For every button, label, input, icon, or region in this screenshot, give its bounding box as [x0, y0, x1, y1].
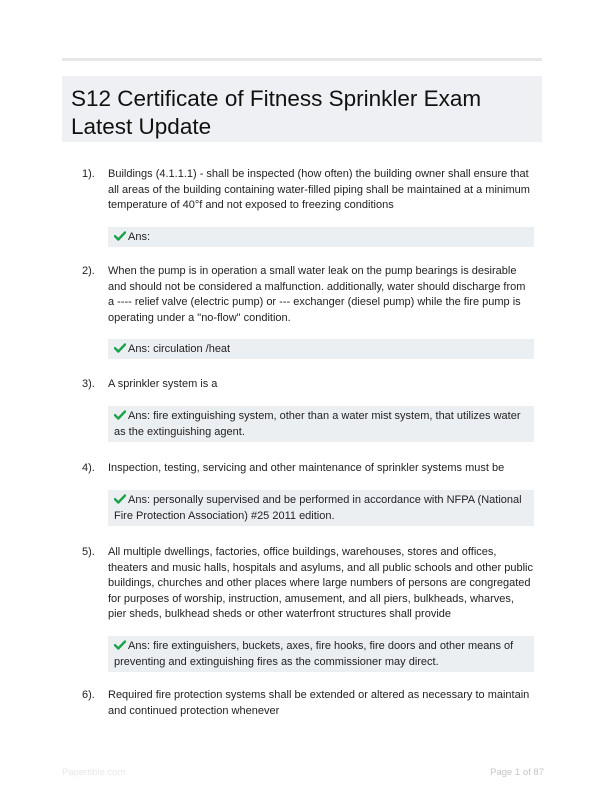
answer-box: [108, 227, 534, 247]
question-text: Required fire protection systems shall be extended or altered as necessary to maintain and continued protection whenever: [108, 689, 530, 717]
question-text: A sprinkler system is a: [108, 378, 218, 390]
answer-text: Ans:: [128, 230, 151, 243]
question-number: 3).: [82, 378, 95, 390]
answer-text: Ans: circulation /heat: [128, 343, 231, 355]
question-number: 6).: [82, 689, 95, 701]
checkmark-icon: [114, 410, 126, 420]
question-item: [82, 264, 534, 359]
checkmark-icon: [114, 231, 126, 241]
question-text: All multiple dwellings, factories, office buildings, warehouses, stores and offices, theaters and music halls, hospitals and asylums, and all public schools and other public buildings, churches and other places where large numbers of persons are congregated for purposes of worship, instruction, amusement, and all piers, bulkheads, wharves, pier sheds, bulkhead sheds or other waterfront structures shall provide: [108, 546, 533, 620]
answer-box: [108, 490, 534, 526]
answer-text: Ans: personally supervised and be performed in accordance with NFPA (National Fire Protection Association) #25 2011 edition.: [114, 493, 522, 522]
checkmark-icon: [114, 640, 126, 650]
question-item: [82, 545, 534, 672]
answer-text: Ans: fire extinguishing system, other than a water mist system, that utilizes water as the extinguishing agent.: [114, 409, 521, 438]
question-number: 2).: [82, 265, 95, 277]
question-number: 1).: [82, 168, 95, 180]
answer-box: [108, 339, 534, 359]
question-text: When the pump is in operation a small water leak on the pump bearings is desirable and should not be considered a malfunction. additionally, water should discharge from a ---- relief valve (electric pump) or --- exchanger (diesel pump) while the fire pump is operating under a "no-flow" condition.: [108, 265, 526, 324]
question-number: 5).: [82, 546, 95, 558]
page-indicator: Page 1 of 87: [490, 767, 544, 778]
question-item: [82, 167, 534, 247]
question-text: Inspection, testing, servicing and other maintenance of sprinkler systems must be: [108, 462, 505, 474]
question-text: Buildings (4.1.1.1) - shall be inspected (how often) the building owner shall ensure that all areas of the building containing water-filled piping shall be maintained at a minimum temperature of 40°f and not exposed to freezing conditions: [108, 168, 530, 211]
answer-text: Ans: fire extinguishers, buckets, axes, fire hooks, fire doors and other means of preventing and extinguishing fires as the commissioner may direct.: [114, 639, 514, 668]
title-banner: [62, 76, 542, 142]
question-item: [82, 688, 534, 719]
page-title: S12 Certificate of Fitness Sprinkler Exam Latest Update: [71, 86, 482, 139]
checkmark-icon: [114, 494, 126, 504]
top-divider: [62, 58, 542, 61]
answer-box: [108, 406, 534, 442]
answer-box: [108, 636, 534, 672]
question-item: [82, 461, 534, 526]
question-number: 4).: [82, 462, 95, 474]
checkmark-icon: [114, 343, 126, 353]
footer-watermark: Papertible.com: [62, 767, 126, 778]
question-item: [82, 377, 534, 442]
